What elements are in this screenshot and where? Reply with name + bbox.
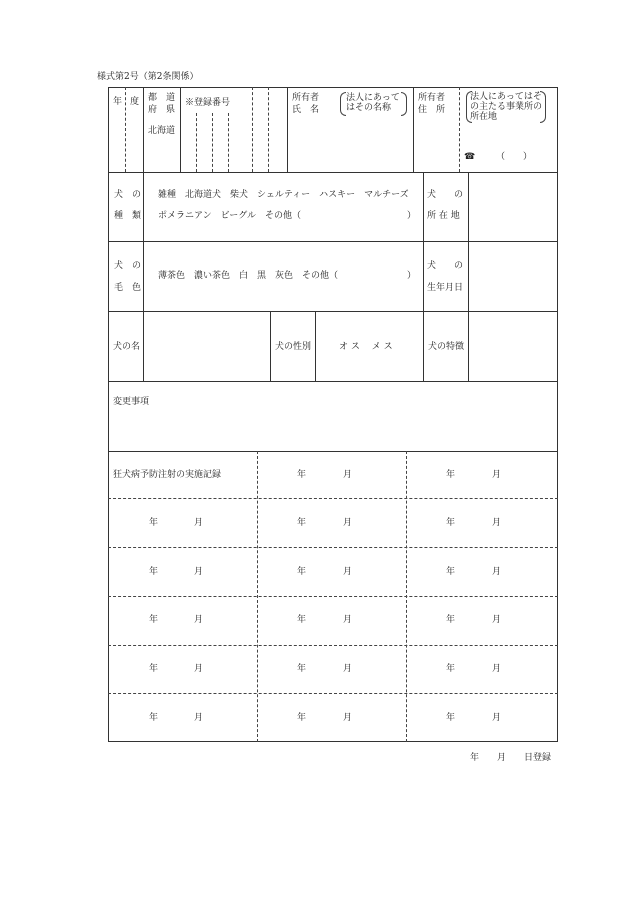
record-year: 年 (446, 567, 456, 577)
row-divider (108, 172, 558, 173)
record-month: 月 (343, 713, 353, 723)
reg-number-cell-divider (268, 87, 269, 172)
record-month: 月 (492, 664, 502, 674)
right-column-divider (468, 172, 469, 381)
changes-label: 変更事項 (113, 397, 150, 407)
rabies-record-label: 狂犬病予防注射の実施記録 (113, 470, 222, 480)
breed-other-close: ） (407, 211, 417, 221)
record-divider (108, 596, 558, 597)
record-month: 月 (194, 615, 204, 625)
record-year: 年 (297, 615, 307, 625)
record-year: 年 (149, 713, 159, 723)
record-year: 年 (297, 567, 307, 577)
reg-number-cell-divider (252, 87, 253, 172)
row-divider (108, 381, 558, 382)
record-month: 月 (492, 615, 502, 625)
record-month: 月 (343, 518, 353, 528)
record-year: 年 (297, 470, 307, 480)
record-month: 月 (343, 470, 353, 480)
record-divider (108, 498, 558, 499)
record-month: 月 (343, 615, 353, 625)
reg-number-cell-divider (228, 113, 229, 172)
fiscal-label: 度 (130, 97, 140, 107)
reg-number-cell-divider (196, 113, 197, 172)
record-month: 月 (343, 664, 353, 674)
record-month: 月 (492, 567, 502, 577)
header-divider (125, 87, 126, 172)
mid-column-divider (423, 172, 424, 381)
record-month: 月 (492, 518, 502, 528)
owner-address-label-1: 所有者 (418, 93, 446, 103)
owner-address-label-2: 住 所 (418, 105, 446, 115)
name-row-divider (315, 311, 316, 381)
record-month: 月 (194, 518, 204, 528)
header-divider (143, 87, 144, 172)
hokkaido-label: 北海道 (148, 126, 176, 136)
label-column-divider (143, 172, 144, 381)
reg-number-cell-divider (212, 113, 213, 172)
row-divider (108, 241, 558, 242)
corp-name-note-1: 法人にあって (346, 93, 400, 103)
name-row-divider (270, 311, 271, 381)
telephone-icon: ☎ (464, 152, 476, 162)
record-month: 月 (492, 470, 502, 480)
corp-address-note-1: 法人にあってはそ (470, 92, 542, 102)
record-divider (108, 693, 558, 694)
record-column-divider (257, 451, 258, 742)
year-label: 年 (113, 97, 123, 107)
record-year: 年 (297, 713, 307, 723)
record-month: 月 (492, 713, 502, 723)
record-divider (108, 645, 558, 646)
corp-address-note-3: 所在地 (470, 112, 498, 122)
breed-options-1: 雑種 北海道犬 柴犬 シェルティー ハスキー マルチーズ (158, 190, 409, 200)
paren-close (540, 91, 546, 123)
registration-number-label: ※登録番号 (185, 98, 231, 108)
coat-color-label-2: 毛 色 (114, 283, 142, 293)
record-year: 年 (149, 518, 159, 528)
birthdate-label-2: 生年月日 (427, 283, 464, 293)
record-year: 年 (149, 567, 159, 577)
header-divider (180, 87, 181, 172)
corp-name-note-2: はその名称 (346, 103, 392, 113)
record-year: 年 (446, 615, 456, 625)
prefecture-label-1: 都 道 (148, 93, 176, 103)
record-year: 年 (297, 664, 307, 674)
record-column-divider (406, 451, 407, 742)
corp-address-note-2: の主たる事業所の (470, 102, 543, 112)
owner-name-label-1: 所有者 (292, 93, 320, 103)
row-divider (108, 311, 558, 312)
form-frame (108, 87, 558, 742)
birthdate-label-1: 犬 の (427, 261, 464, 271)
row-divider (108, 451, 558, 452)
telephone-area-code: （ ） (496, 152, 533, 162)
record-year: 年 (446, 470, 456, 480)
record-month: 月 (343, 567, 353, 577)
breed-options-2: ポメラニアン ビーグル その他（ (158, 211, 302, 221)
record-year: 年 (446, 664, 456, 674)
header-divider (459, 87, 460, 172)
dog-name-label: 犬の名 (113, 342, 141, 352)
record-year: 年 (446, 518, 456, 528)
dog-location-label-2: 所 在 地 (427, 211, 460, 221)
prefecture-label-2: 府 県 (148, 105, 176, 115)
record-year: 年 (149, 664, 159, 674)
dog-location-label-1: 犬 の (427, 190, 464, 200)
header-divider (287, 87, 288, 172)
record-month: 月 (194, 567, 204, 577)
dog-sex-options: オ ス メ ス (339, 342, 393, 352)
dog-features-label: 犬の特徴 (428, 342, 465, 352)
record-month: 月 (194, 713, 204, 723)
record-divider (108, 547, 558, 548)
form-id: 様式第2号（第2条関係） (97, 72, 199, 82)
header-divider (413, 87, 414, 172)
paren-close (401, 92, 407, 116)
breed-label-1: 犬 の (114, 190, 142, 200)
record-year: 年 (149, 615, 159, 625)
registration-date: 年 月 日登録 (470, 753, 552, 763)
dog-sex-label: 犬の性別 (275, 342, 312, 352)
record-year: 年 (297, 518, 307, 528)
owner-name-label-2: 氏 名 (292, 105, 320, 115)
breed-label-2: 種 類 (114, 211, 142, 221)
record-month: 月 (194, 664, 204, 674)
record-year: 年 (446, 713, 456, 723)
coat-color-label-1: 犬 の (114, 261, 142, 271)
coat-color-options: 薄茶色 濃い茶色 白 黒 灰色 その他（ (158, 271, 339, 281)
coat-color-other-close: ） (407, 271, 417, 281)
